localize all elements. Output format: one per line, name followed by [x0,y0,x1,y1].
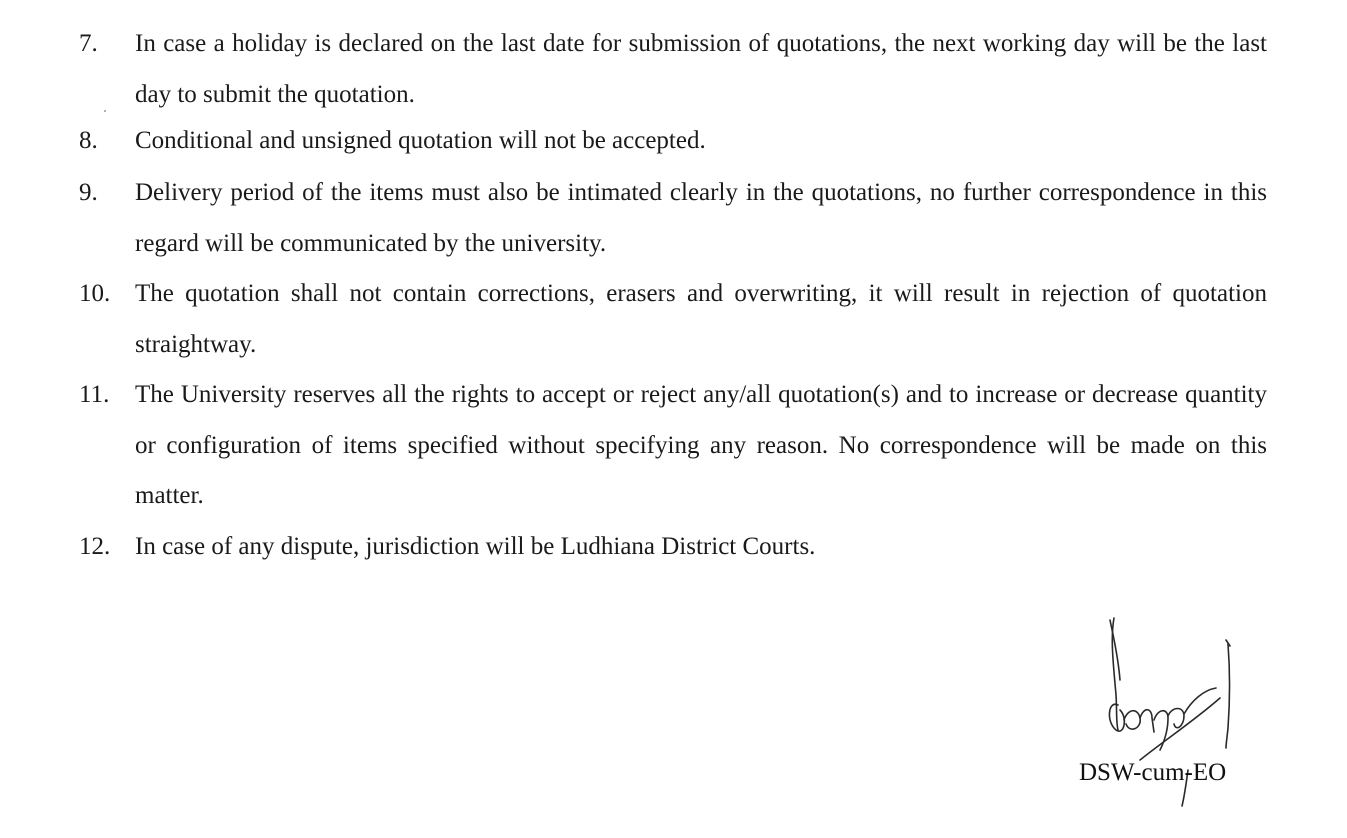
signatory-designation: DSW-cum-EO [1079,759,1227,786]
condition-number: 8. [79,127,98,154]
condition-text: Conditional and unsigned quotation will not be accepted. [135,127,706,154]
condition-text: The University reserves all the rights to accept or reject any/all quotation(s) and to increase or decrease quantity or configuration of items specified without specifying any reason. No correspondence will be made on this matter. [135,381,1267,509]
condition-text: Delivery period of the items must also be intimated clearly in the quotations, no further correspondence in this regard will be communicated by the university. [135,179,1267,257]
scan-speck [104,110,106,112]
condition-text: The quotation shall not contain corrections, erasers and overwriting, it will result in rejection of quotation straightway. [135,280,1267,358]
condition-text: In case of any dispute, jurisdiction will be Ludhiana District Courts. [135,533,816,560]
signature-block [1070,610,1300,820]
condition-number: 9. [79,179,98,206]
condition-number: 12. [79,533,111,560]
condition-number: 11. [79,381,110,408]
condition-number: 10. [79,280,111,307]
condition-number: 7. [79,30,98,57]
condition-text: In case a holiday is declared on the last date for submission of quotations, the next working day will be the last day to submit the quotation. [135,30,1267,108]
